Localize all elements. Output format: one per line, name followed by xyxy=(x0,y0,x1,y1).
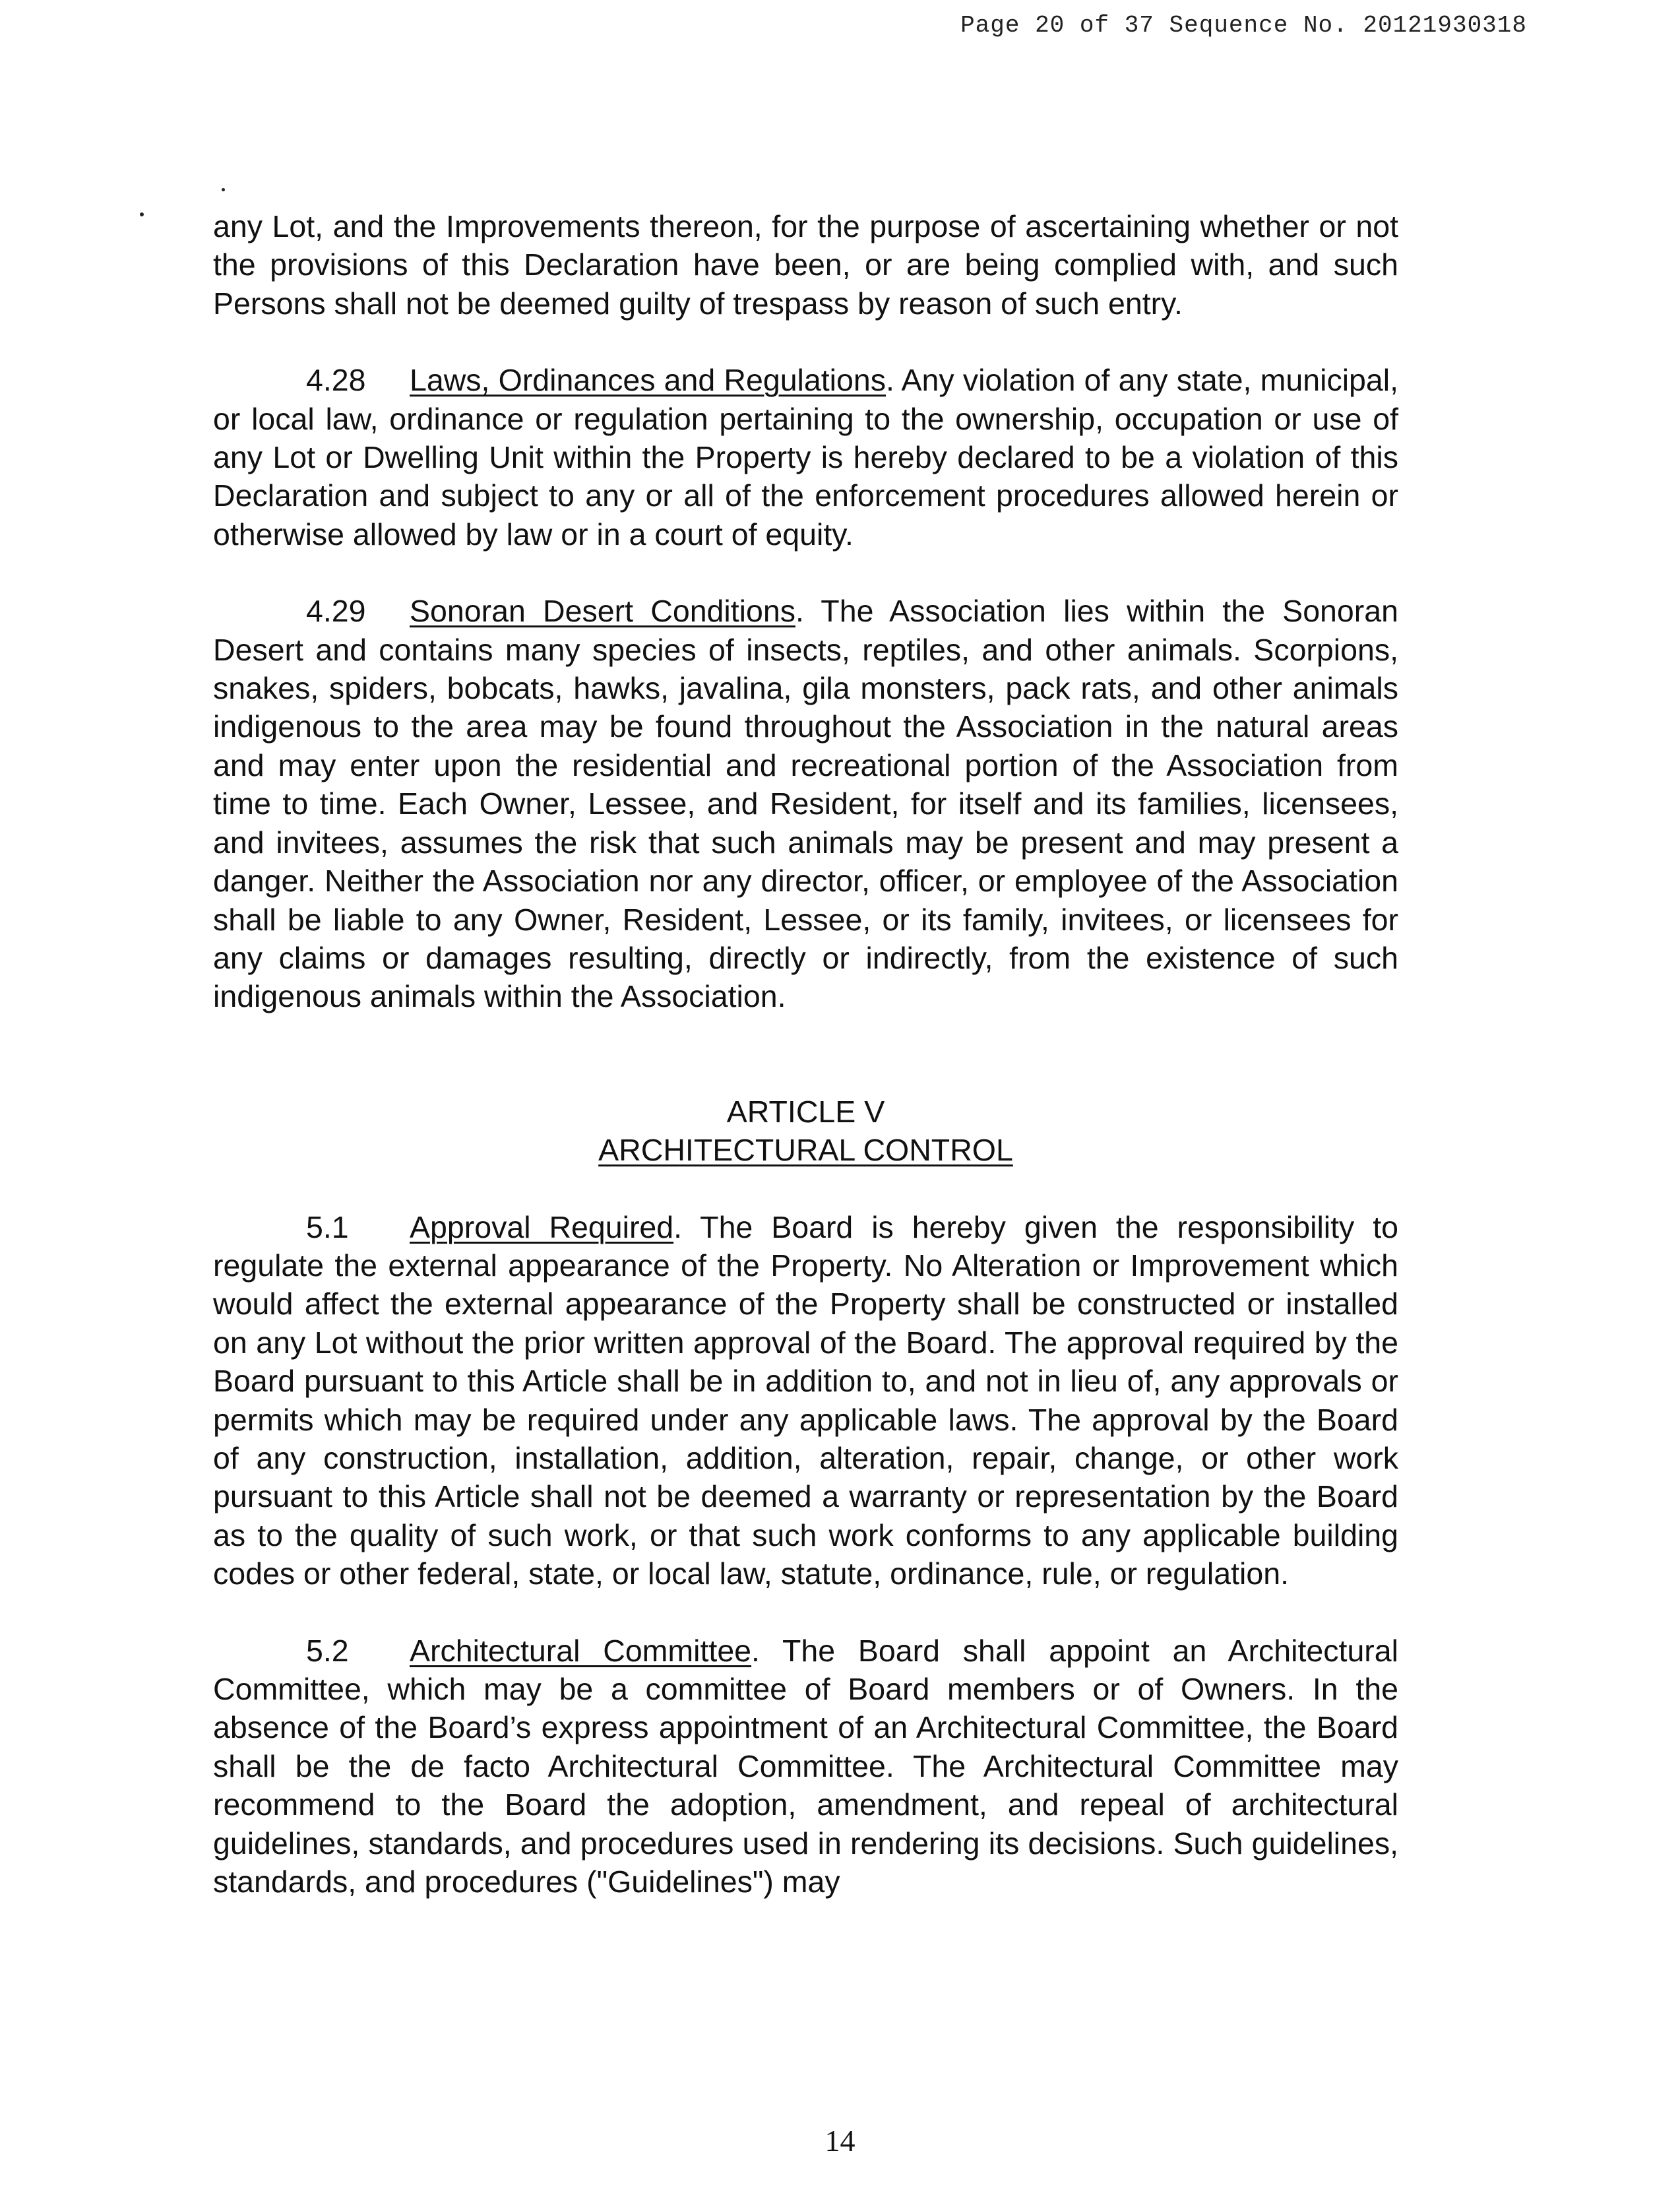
section-5-1 xyxy=(213,1208,1398,1593)
article-title: ARCHITECTURAL CONTROL xyxy=(598,1133,1013,1168)
paragraph-continuation: any Lot, and the Improvements thereon, for the purpose of ascertaining whether or not the provisions of this Declaration have been, or are being complied with, and such Persons shall not be deemed guilty of trespass by reason of such entry. xyxy=(213,209,1398,321)
section-number: 5.2 xyxy=(306,1633,349,1668)
section-4-29 xyxy=(213,592,1398,1015)
section-title: Approval Required xyxy=(410,1209,674,1244)
section-number: 4.29 xyxy=(306,594,366,629)
section-text: . The Association lies within the Sonoran Desert and contains many species of insects, reptiles, and other animals. Scorpions, snakes, spiders, bobcats, hawks, javalina, gila monsters, pack rats, and other animals indigenous to the area may be found throughout the Association in the natural areas and may enter upon the residential and recreational portion of the Association from time to time. Each Owner, Lessee, and Resident, for itself and its families, licensees, and invitees, assumes the risk that such animals may be present and may present a danger. Neither the Association nor any director, officer, or employee of the Association shall be liable to any Owner, Resident, Lessee, or its family, invitees, or licensees for any claims or damages resulting, directly or indirectly, from the existence of such indigenous animals within the Association. xyxy=(213,594,1398,1014)
section-text: . Any violation of any state, municipal, or local law, ordinance or regulation pertaining to the ownership, occupation or use of any Lot or Dwelling Unit within the Property is hereby declared to be a violation of this Declaration and subject to any or all of the enforcement procedures allowed herein or otherwise allowed by law or in a court of equity. xyxy=(213,363,1398,552)
section-title: Sonoran Desert Conditions xyxy=(410,594,795,629)
scan-speck xyxy=(140,212,144,216)
section-number: 5.1 xyxy=(306,1209,349,1244)
section-title: Architectural Committee xyxy=(410,1633,752,1668)
section-4-28 xyxy=(213,361,1398,554)
section-text: . The Board is hereby given the responsibility to regulate the external appearance of the Property. No Alteration or Improvement which would affect the external appearance of the Property shall be constructed or installed on any Lot without the prior written approval of the Board. The approval required by the Board pursuant to this Article shall be in addition to, and not in lieu of, any approvals or permits which may be required under any applicable laws. The approval by the Board of any construction, installation, addition, alteration, repair, change, or other work pursuant to this Article shall not be deemed a warranty or representation by the Board as to the quality of such work, or that such work conforms to any applicable building codes or other federal, state, or local law, statute, ordinance, rule, or regulation. xyxy=(213,1209,1398,1591)
section-title: Laws, Ordinances and Regulations xyxy=(410,363,886,398)
article-heading xyxy=(213,1093,1398,1170)
page-header-sequence: Page 20 of 37 Sequence No. 20121930318 xyxy=(960,12,1527,39)
section-5-2 xyxy=(213,1632,1398,1901)
section-text: . The Board shall appoint an Architectural Committee, which may be a committee of Board members or of Owners. In the absence of the Board’s express appointment of an Architectural Committee, the Board shall be the de facto Architectural Committee. The Architectural Committee may recommend to the Board the adoption, amendment, and repeal of architectural guidelines, standards, and procedures used in rendering its decisions. Such guidelines, standards, and procedures ("Guidelines") may xyxy=(213,1633,1398,1899)
section-number: 4.28 xyxy=(306,363,366,398)
scan-speck xyxy=(222,188,225,191)
document-body xyxy=(213,207,1398,1901)
page-number: 14 xyxy=(824,2124,856,2157)
article-number: ARTICLE V xyxy=(726,1094,885,1129)
